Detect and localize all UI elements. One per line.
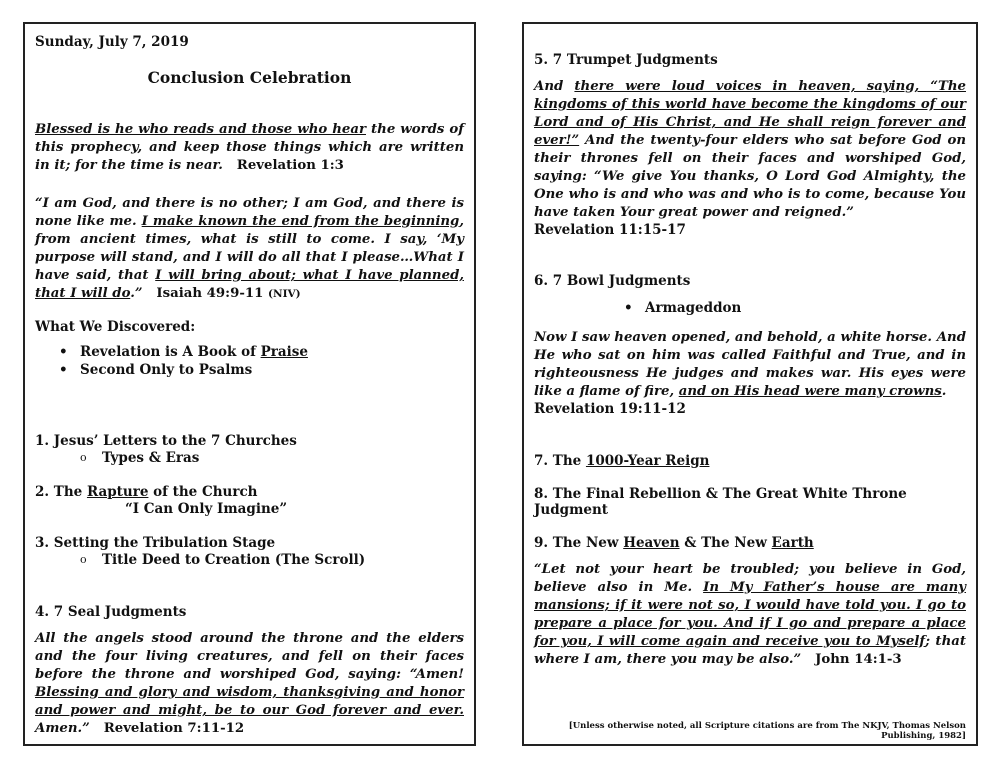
scripture-ref: Revelation 19:11-12 <box>534 401 686 417</box>
quote-revelation-1-3 <box>35 121 464 175</box>
right-panel <box>522 22 978 746</box>
quote-underline: In My Father’s house are many mansions; if it were not so, I would have told you. I go to prepare a place for you. And if I go and prepare a place for you, I will come again and receive you to Myself <box>534 580 966 649</box>
section-1-sub: o Types & Eras <box>80 450 200 466</box>
section-3-sub: o Title Deed to Creation (The Scroll) <box>80 552 366 568</box>
section-6-title: 6. 7 Bowl Judgments <box>534 273 691 289</box>
quote-revelation-19: Now I saw heaven opened, and behold, a white horse. And He who sat on him was called Faithful and True, and in righteousness He judges and makes war. His eyes were like a flame of fire, and on His head were many crowns. <box>534 330 966 399</box>
section-4-title: 4. 7 Seal Judgments <box>35 604 187 620</box>
quote-isaiah <box>35 195 464 303</box>
page-title: Conclusion Celebration <box>147 68 352 87</box>
section-7-title: 7. The 1000-Year Reign <box>534 453 710 469</box>
quote-underline: I make known the end from the beginning <box>141 214 460 229</box>
version-label: (NIV) <box>268 288 301 300</box>
quote-underline: Blessing and glory and wisdom, thanksgiving and honor and power and might, be to our God forever and ever. <box>35 685 464 718</box>
quote-underline: Blessed is he who reads and those who hear <box>35 122 366 137</box>
scripture-ref: Isaiah 49:9-11 <box>156 286 264 301</box>
section-1-title: 1. Jesus’ Letters to the 7 Churches <box>35 433 297 449</box>
circle-bullet-icon: o <box>80 553 87 566</box>
discovered-list <box>35 343 464 379</box>
section-2-title: 2. The Rapture of the Church <box>35 484 258 500</box>
bullet-icon: • <box>624 300 633 316</box>
quote-text: , from ancient times, what is still to come. I say, ‘My purpose will stand, and I will do all that I please…What I have said, that <box>35 214 464 283</box>
quote-john-14: “Let not your heart be troubled; you believe in God, believe also in Me. In My Father’s house are many mansions; if it were not so, I would have told you. I go to prepare a place for you. And if I go and prepare a place for you, I will come again and receive you to Myself; that where I am, there you may be also.” John 14:1-3 <box>534 562 966 667</box>
list-item: • Revelation is A Book of Praise <box>35 343 464 361</box>
discovered-heading: What We Discovered: <box>35 319 196 335</box>
scripture-ref: Revelation 11:15-17 <box>534 222 686 238</box>
quote-underline: and on His head were many crowns <box>678 384 942 399</box>
quote-underline: I will bring about; what I have planned, that I will do <box>35 268 464 301</box>
list-item: • Second Only to Psalms <box>59 362 253 378</box>
section-5-title: 5. 7 Trumpet Judgments <box>534 52 718 68</box>
quote-text: the words of this prophecy, and keep those things which are written in it; for the time is near. <box>35 122 464 173</box>
footnote: [Unless otherwise noted, all Scripture citations are from The NKJV, Thomas Nelson Publishing, 1982] <box>568 721 966 741</box>
section-2-sub: “I Can Only Imagine” <box>125 501 288 517</box>
left-panel <box>23 22 476 746</box>
scripture-ref: Revelation 1:3 <box>236 158 344 173</box>
section-8-title: 8. The Final Rebellion & The Great White Throne Judgment <box>534 486 907 518</box>
quote-underline: there were loud voices in heaven, saying, “The kingdoms of this world have become the kingdoms of our Lord and of His Christ, and He shall reign forever and ever!” <box>534 79 966 148</box>
bullet-icon: • <box>59 362 68 378</box>
scripture-ref: John 14:1-3 <box>815 652 902 667</box>
quote-revelation-7: All the angels stood around the throne and the elders and the four living creatures, and fell on their faces before the throne and worshiped God, saying: “Amen! Blessing and glory and wisdom, thanksgiving and honor and power and might, be to our God forever and ever. Amen.” Revelation 7:11-12 <box>35 631 464 736</box>
scripture-ref: Revelation 7:11-12 <box>103 721 245 736</box>
section-3-title: 3. Setting the Tribulation Stage <box>35 535 276 551</box>
quote-text: .” <box>130 286 143 301</box>
quote-text: “I am God, and there is no other; I am God, and there is none like me. <box>35 196 464 229</box>
quote-revelation-11: And there were loud voices in heaven, saying, “The kingdoms of this world have become the kingdoms of our Lord and of His Christ, and He shall reign forever and ever!” And the twenty-four elders who sat before God on their thrones fell on their faces and worshiped God, saying: “We give You thanks, O Lord God Almighty, the One who is and who was and who is to come, because You have taken Your great power and reigned.” <box>534 79 966 220</box>
underlined-word: Praise <box>260 344 308 360</box>
bullet-icon: • <box>59 344 68 360</box>
section-6-list <box>534 299 966 317</box>
circle-bullet-icon: o <box>80 451 87 464</box>
date: Sunday, July 7, 2019 <box>35 34 189 50</box>
section-9-title: 9. The New Heaven & The New Earth <box>534 535 814 551</box>
list-item: • Armageddon <box>624 300 742 316</box>
